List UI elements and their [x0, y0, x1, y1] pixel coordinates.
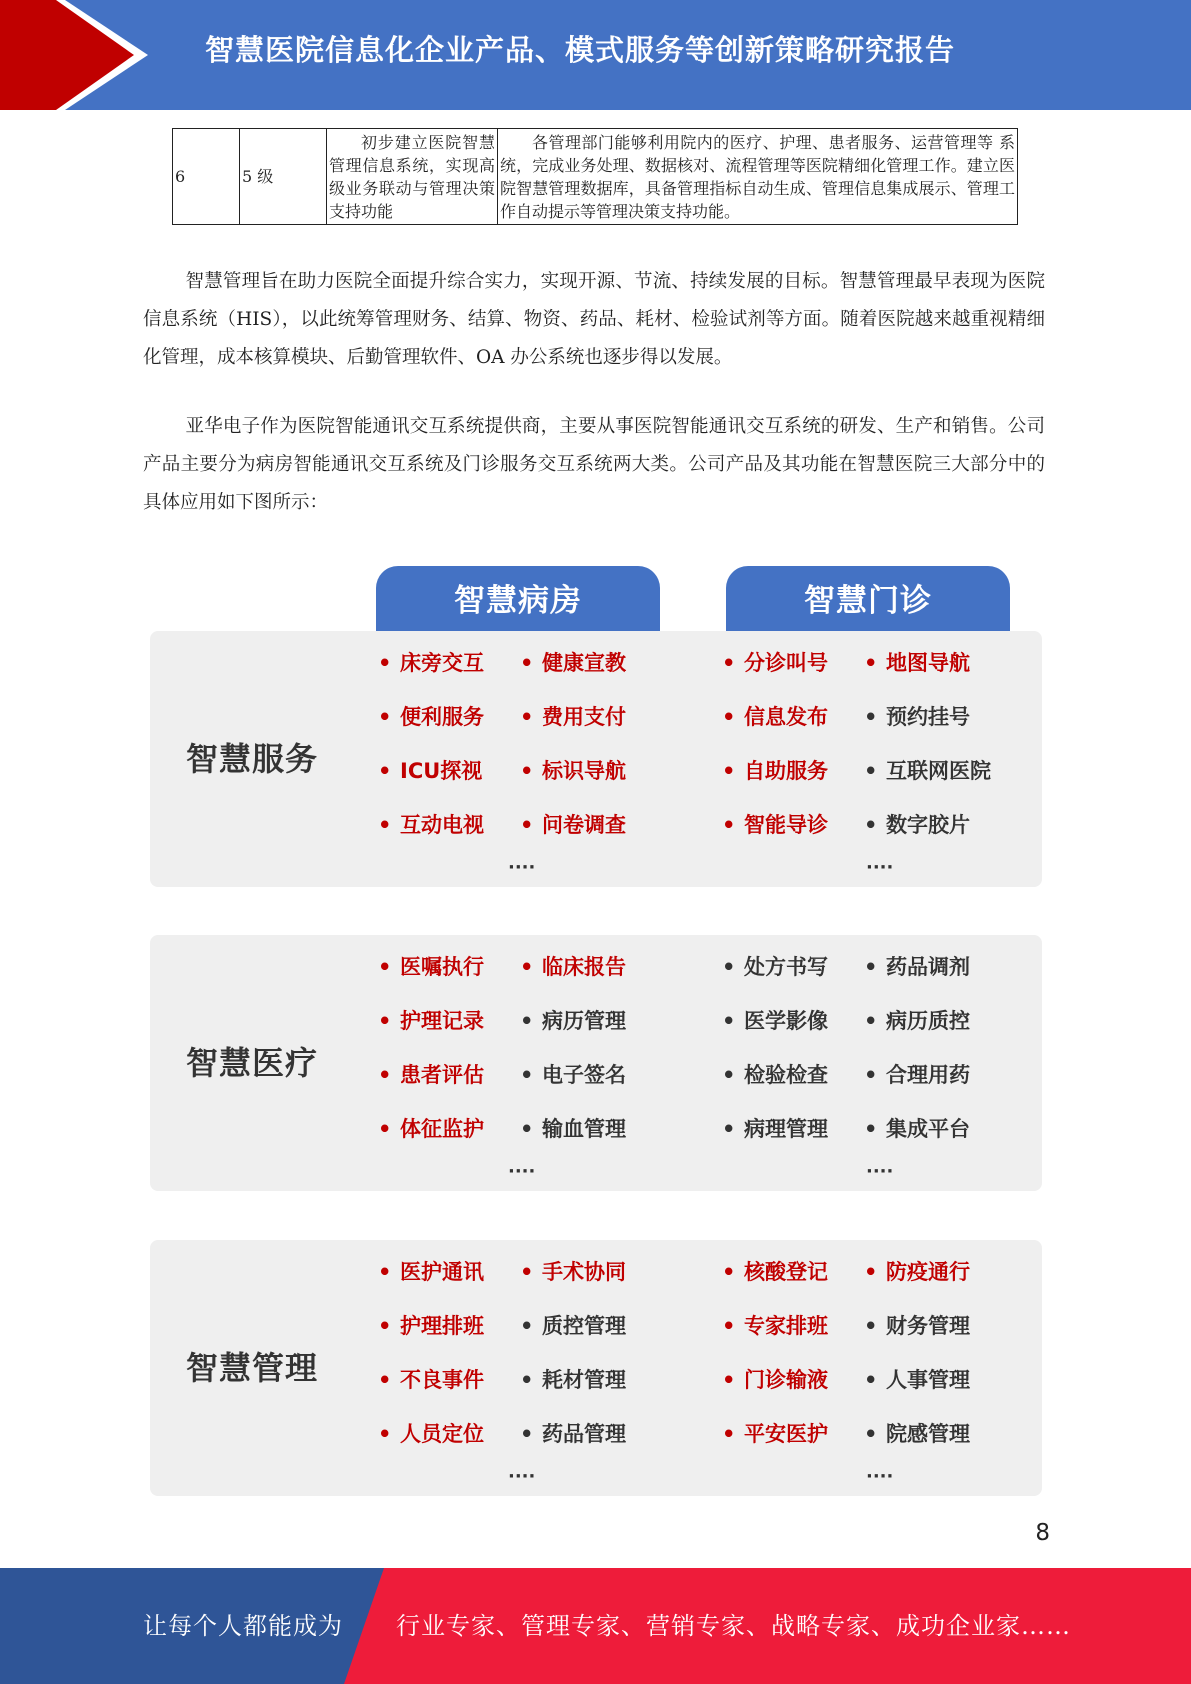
list-item — [864, 1366, 970, 1394]
panel-title: 智慧服务 — [186, 740, 319, 778]
panel-section — [150, 935, 1042, 1191]
bullet-icon: • — [722, 813, 736, 837]
list-item-label: 自助服务 — [744, 759, 828, 783]
list-item-label: 医学影像 — [744, 1009, 828, 1033]
list-item-label: 病历管理 — [542, 1009, 626, 1033]
list-item-label: 信息发布 — [744, 705, 828, 729]
list-item — [722, 1061, 828, 1089]
panel-title: 智慧管理 — [186, 1349, 319, 1387]
panel-title: 智慧医疗 — [186, 1044, 319, 1082]
page-number: 8 — [1035, 1520, 1050, 1546]
paragraph-yahua-company: 亚华电子作为医院智能通讯交互系统提供商，主要从事医院智能通讯交互系统的研发、生产和销售。公司产品主要分为病房智能通讯交互系统及门诊服务交互系统两大类。公司产品及其功能在智慧医院三大部分中的具体应用如下图所示： — [143, 416, 1045, 513]
list-item — [378, 703, 484, 731]
list-item-label: 合理用药 — [886, 1063, 970, 1087]
list-item-label: 药品管理 — [542, 1422, 626, 1446]
list-item — [520, 1366, 626, 1394]
list-item — [722, 1312, 828, 1340]
header-title: 智慧医院信息化企业产品、模式服务等创新策略研究报告 — [205, 33, 956, 67]
bullet-icon: • — [378, 1009, 392, 1033]
list-item-label: 检验检查 — [744, 1063, 828, 1087]
list-item — [864, 811, 970, 839]
list-item — [378, 1115, 484, 1143]
paragraph-smart-management: 智慧管理旨在助力医院全面提升综合实力，实现开源、节流、持续发展的目标。智慧管理最早表现为医院信息系统（HIS），以此统筹管理财务、结算、物资、药品、耗材、检验试剂等方面。随着医院越来越重视精细化管理，成本核算模块、后勤管理软件、OA 办公系统也逐步得以发展。 — [143, 271, 1045, 368]
tab-smart-ward: 智慧病房 — [376, 566, 660, 632]
bullet-icon: • — [378, 759, 392, 783]
list-item — [864, 649, 970, 677]
list-item-label: 体征监护 — [400, 1117, 484, 1141]
list-item — [378, 1366, 484, 1394]
list-item — [378, 757, 482, 785]
list-item-label: ICU探视 — [400, 759, 483, 783]
bullet-icon: • — [520, 955, 534, 979]
bullet-icon: • — [378, 813, 392, 837]
list-item-label: 手术协同 — [542, 1260, 626, 1284]
ellipsis-more: ···· — [866, 1161, 894, 1182]
list-item-label: 护理排班 — [400, 1314, 484, 1338]
ellipsis-more: ···· — [508, 1161, 536, 1182]
list-item-label: 护理记录 — [400, 1009, 484, 1033]
list-item — [378, 953, 484, 981]
bullet-icon: • — [520, 705, 534, 729]
tab-smart-clinic: 智慧门诊 — [726, 566, 1010, 632]
list-item-label: 问卷调查 — [542, 813, 626, 837]
list-item-label: 地图导航 — [886, 651, 970, 675]
list-item — [722, 1115, 828, 1143]
bullet-icon: • — [378, 1117, 392, 1141]
list-item — [722, 1258, 828, 1286]
bullet-icon: • — [722, 759, 736, 783]
page-header — [0, 0, 1191, 110]
list-item-label: 健康宣教 — [542, 651, 626, 675]
list-item-label: 数字胶片 — [886, 813, 970, 837]
list-item-label: 互联网医院 — [886, 759, 991, 783]
bullet-icon: • — [864, 759, 878, 783]
list-item — [722, 757, 828, 785]
list-item — [520, 649, 626, 677]
bullet-icon: • — [864, 955, 878, 979]
list-item-label: 耗材管理 — [542, 1368, 626, 1392]
list-item-label: 医护通讯 — [400, 1260, 484, 1284]
header-arrow-icon — [0, 0, 160, 110]
bullet-icon: • — [378, 705, 392, 729]
level-table — [172, 128, 1018, 225]
bullet-icon: • — [520, 1117, 534, 1141]
ellipsis-more: ···· — [866, 1466, 894, 1487]
bullet-icon: • — [520, 759, 534, 783]
ellipsis-more: ···· — [866, 857, 894, 878]
bullet-icon: • — [722, 1009, 736, 1033]
list-item-label: 床旁交互 — [400, 651, 484, 675]
list-item — [722, 1366, 828, 1394]
list-item-label: 费用支付 — [542, 705, 626, 729]
list-item — [722, 703, 828, 731]
bullet-icon: • — [722, 1063, 736, 1087]
bullet-icon: • — [722, 1422, 736, 1446]
list-item-label: 门诊输液 — [744, 1368, 828, 1392]
bullet-icon: • — [520, 651, 534, 675]
list-item — [520, 811, 626, 839]
list-item-label: 院感管理 — [886, 1422, 970, 1446]
bullet-icon: • — [520, 1422, 534, 1446]
list-item — [520, 1258, 626, 1286]
list-item-label: 互动电视 — [400, 813, 484, 837]
list-item — [864, 757, 991, 785]
list-item-label: 财务管理 — [886, 1314, 970, 1338]
list-item-label: 人事管理 — [886, 1368, 970, 1392]
bullet-icon: • — [520, 1260, 534, 1284]
list-item — [864, 1115, 970, 1143]
list-item-label: 医嘱执行 — [400, 955, 484, 979]
bullet-icon: • — [722, 1314, 736, 1338]
bullet-icon: • — [378, 1063, 392, 1087]
list-item-label: 预约挂号 — [886, 705, 970, 729]
bullet-icon: • — [722, 955, 736, 979]
list-item-label: 分诊叫号 — [744, 651, 828, 675]
list-item-label: 输血管理 — [542, 1117, 626, 1141]
bullet-icon: • — [864, 813, 878, 837]
list-item — [378, 1312, 484, 1340]
list-item-label: 病历质控 — [886, 1009, 970, 1033]
list-item-label: 便利服务 — [400, 705, 484, 729]
ellipsis-more: ···· — [508, 1466, 536, 1487]
bullet-icon: • — [864, 1368, 878, 1392]
bullet-icon: • — [864, 705, 878, 729]
bullet-icon: • — [864, 1117, 878, 1141]
list-item-label: 电子签名 — [542, 1063, 626, 1087]
bullet-icon: • — [378, 955, 392, 979]
list-item — [722, 649, 828, 677]
list-item-label: 药品调剂 — [886, 955, 970, 979]
table-cell-level: 5 级 — [240, 129, 327, 225]
list-item-label: 标识导航 — [542, 759, 626, 783]
list-item — [378, 649, 484, 677]
list-item — [378, 1258, 484, 1286]
list-item — [722, 811, 828, 839]
bullet-icon: • — [864, 651, 878, 675]
list-item — [378, 1007, 484, 1035]
list-item-label: 核酸登记 — [744, 1260, 828, 1284]
list-item-label: 不良事件 — [400, 1368, 484, 1392]
list-item-label: 人员定位 — [400, 1422, 484, 1446]
bullet-icon: • — [864, 1009, 878, 1033]
list-item-label: 质控管理 — [542, 1314, 626, 1338]
list-item-label: 病理管理 — [744, 1117, 828, 1141]
list-item — [520, 1115, 626, 1143]
list-item-label: 患者评估 — [400, 1063, 484, 1087]
list-item — [864, 953, 970, 981]
ellipsis-more: ···· — [508, 857, 536, 878]
bullet-icon: • — [722, 1117, 736, 1141]
list-item — [722, 1007, 828, 1035]
list-item — [520, 953, 626, 981]
list-item — [864, 1420, 970, 1448]
list-item — [520, 1007, 626, 1035]
bullet-icon: • — [722, 651, 736, 675]
bullet-icon: • — [520, 1063, 534, 1087]
bullet-icon: • — [378, 1368, 392, 1392]
list-item-label: 临床报告 — [542, 955, 626, 979]
table-row — [173, 129, 1018, 225]
panel-section — [150, 1240, 1042, 1496]
list-item — [864, 1312, 970, 1340]
list-item — [378, 1420, 484, 1448]
table-cell-goal: 初步建立医院智慧 管理信息系统，实现高级业务联动与管理决策支持功能 — [327, 129, 498, 225]
list-item-label: 专家排班 — [744, 1314, 828, 1338]
footer-slogan-right: 行业专家、管理专家、营销专家、战略专家、成功企业家…… — [396, 1612, 1071, 1640]
bullet-icon: • — [722, 705, 736, 729]
list-item — [722, 1420, 828, 1448]
bullet-icon: • — [520, 1009, 534, 1033]
list-item — [864, 703, 970, 731]
bullet-icon: • — [378, 1314, 392, 1338]
list-item — [378, 1061, 484, 1089]
table-cell-index: 6 — [173, 129, 240, 225]
bullet-icon: • — [864, 1260, 878, 1284]
bullet-icon: • — [722, 1368, 736, 1392]
list-item-label: 防疫通行 — [886, 1260, 970, 1284]
list-item — [864, 1007, 970, 1035]
table-cell-description: 各管理部门能够利用院内的医疗、护理、患者服务、运营管理等 系统，完成业务处理、数据核对、流程管理等医院精细化管理工作。建立医院智慧管理数据库，具备管理指标自动生成、管理信息集成展示、管理工作自动提示等管理决策支持功能。 — [498, 129, 1018, 225]
bullet-icon: • — [520, 813, 534, 837]
bullet-icon: • — [722, 1260, 736, 1284]
list-item — [864, 1061, 970, 1089]
panel-section — [150, 631, 1042, 887]
bullet-icon: • — [520, 1314, 534, 1338]
page-footer — [0, 1568, 1191, 1684]
list-item — [520, 1061, 626, 1089]
list-item — [378, 811, 484, 839]
footer-slogan-left: 让每个人都能成为 — [143, 1612, 343, 1640]
bullet-icon: • — [864, 1314, 878, 1338]
list-item — [520, 703, 626, 731]
list-item-label: 处方书写 — [744, 955, 828, 979]
list-item-label: 平安医护 — [744, 1422, 828, 1446]
bullet-icon: • — [864, 1063, 878, 1087]
bullet-icon: • — [378, 1260, 392, 1284]
bullet-icon: • — [378, 651, 392, 675]
list-item — [864, 1258, 970, 1286]
bullet-icon: • — [378, 1422, 392, 1446]
bullet-icon: • — [520, 1368, 534, 1392]
list-item — [520, 757, 626, 785]
list-item — [520, 1312, 626, 1340]
list-item-label: 智能导诊 — [744, 813, 828, 837]
bullet-icon: • — [864, 1422, 878, 1446]
list-item-label: 集成平台 — [886, 1117, 970, 1141]
list-item — [520, 1420, 626, 1448]
list-item — [722, 953, 828, 981]
